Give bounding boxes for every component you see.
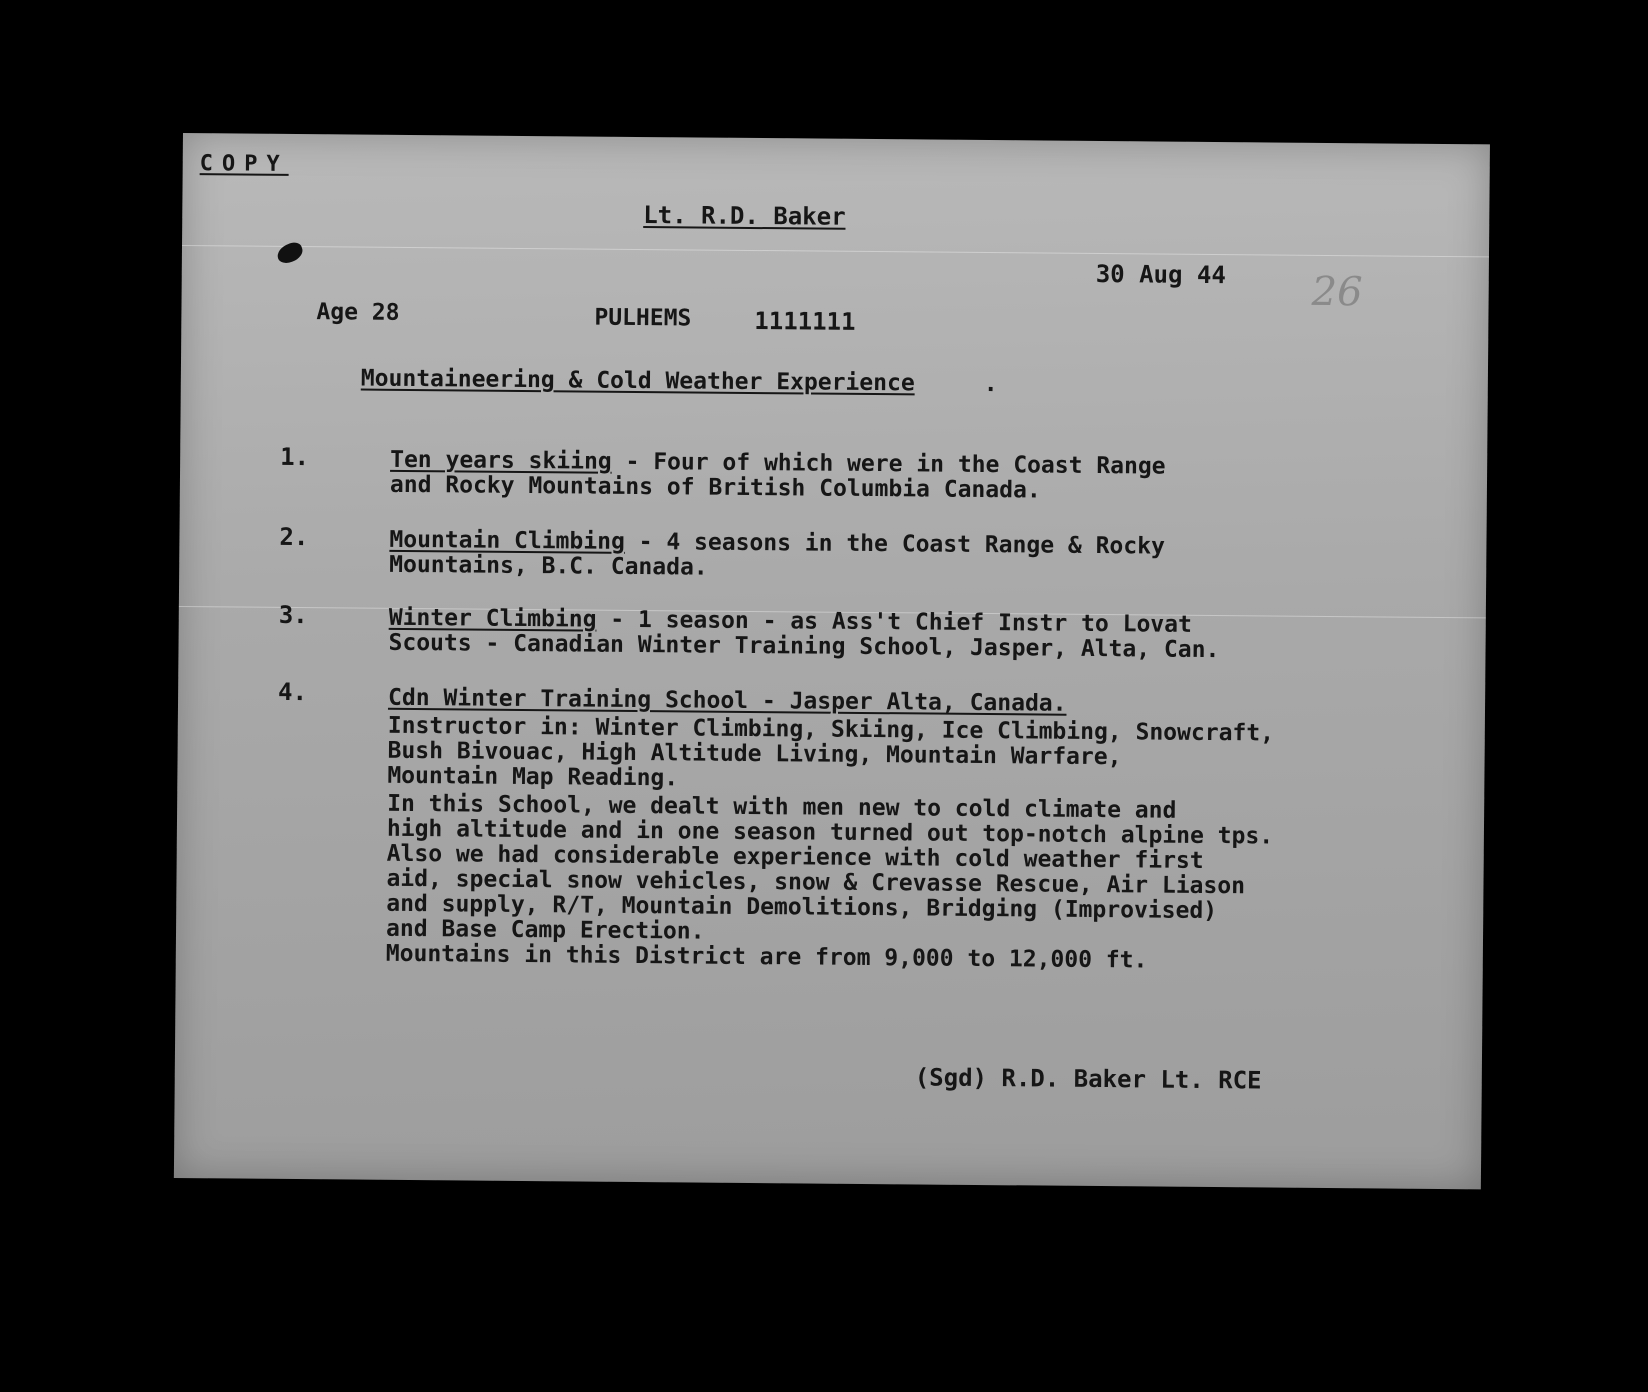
ink-blot xyxy=(275,240,306,266)
item-line: Mountains in this District are from 9,000 to 12,000 ft. xyxy=(385,940,1148,974)
item-line: high altitude and in one season turned out top-notch alpine tps. xyxy=(386,815,1274,850)
item-line: aid, special snow vehicles, snow & Crevasse Rescue, Air Liason xyxy=(386,865,1246,900)
pulhems-value: 1111111 xyxy=(754,306,856,336)
item-heading: Ten years skiing xyxy=(390,446,612,475)
item-line: and supply, R/T, Mountain Demolitions, Bridging (Improvised) xyxy=(386,890,1218,925)
item-text: - Four of which were in the Coast Range xyxy=(611,448,1166,480)
item-text: - 1 season - as Ass't Chief Instr to Lovat xyxy=(596,606,1193,638)
item-line: Mountain Map Reading. xyxy=(387,762,679,792)
item-number: 2. xyxy=(279,522,309,552)
pulhems-label: PULHEMS xyxy=(594,304,692,332)
item-line: Scouts - Canadian Winter Training School, Jasper, Alta, Can. xyxy=(388,629,1220,664)
document-date: 30 Aug 44 xyxy=(1095,259,1226,290)
item-number: 4. xyxy=(278,677,308,707)
item-line: Also we had considerable experience with cold weather first xyxy=(386,840,1204,874)
fold-line xyxy=(182,245,1489,257)
item-line: Instructor in: Winter Climbing, Skiing, Ice Climbing, Snowcraft, xyxy=(387,712,1275,747)
item-line: Mountains, B.C. Canada. xyxy=(389,551,708,581)
item-number: 3. xyxy=(278,600,308,630)
item-heading: Winter Climbing xyxy=(388,604,597,633)
item-line: Bush Bivouac, High Altitude Living, Mountain Warfare, xyxy=(387,737,1122,771)
signature: (Sgd) R.D. Baker Lt. RCE xyxy=(914,1063,1262,1095)
item-text: - 4 seasons in the Coast Range & Rocky xyxy=(624,528,1165,560)
item-line: and Base Camp Erection. xyxy=(385,915,705,945)
item-heading: Cdn Winter Training School - Jasper Alta, Canada. xyxy=(387,684,1067,717)
item-number: 1. xyxy=(280,442,310,472)
section-title-period: . xyxy=(983,370,998,398)
copy-label: COPY xyxy=(199,151,289,177)
item-line: In this School, we dealt with men new to cold climate and xyxy=(387,790,1177,824)
officer-name: Lt. R.D. Baker xyxy=(643,201,846,231)
age: Age 28 xyxy=(316,299,400,326)
item-line: and Rocky Mountains of British Columbia Canada. xyxy=(389,471,1041,504)
document-sheet xyxy=(174,133,1490,1189)
item-heading: Mountain Climbing xyxy=(389,526,625,555)
folio-number: 26 xyxy=(1311,268,1363,316)
section-title: Mountaineering & Cold Weather Experience xyxy=(360,365,915,397)
